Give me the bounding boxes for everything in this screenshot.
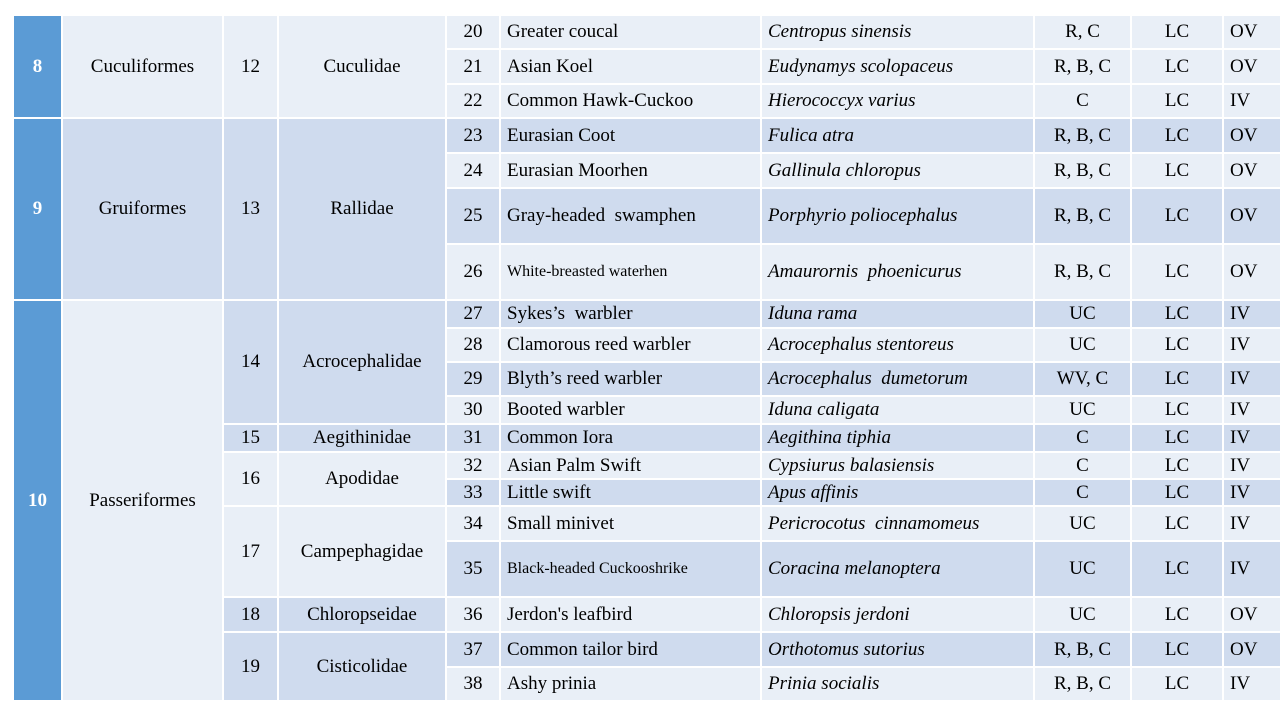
order-number: 9 [13, 118, 62, 300]
species-number: 32 [446, 452, 500, 479]
species-number: 24 [446, 153, 500, 188]
status: C [1034, 452, 1131, 479]
iucn-status: LC [1131, 541, 1223, 597]
status: UC [1034, 328, 1131, 362]
family-name: Cuculidae [278, 15, 446, 118]
family-number: 16 [223, 452, 278, 506]
feeding-guild: OV [1223, 15, 1280, 49]
status: UC [1034, 396, 1131, 424]
common-name: Booted warbler [500, 396, 761, 424]
common-name: Greater coucal [500, 15, 761, 49]
common-name: Little swift [500, 479, 761, 506]
status: UC [1034, 506, 1131, 541]
scientific-name: Cypsiurus balasiensis [761, 452, 1034, 479]
status: R, B, C [1034, 244, 1131, 300]
feeding-guild: IV [1223, 424, 1280, 452]
status: C [1034, 479, 1131, 506]
scientific-name: Orthotomus sutorius [761, 632, 1034, 667]
iucn-status: LC [1131, 328, 1223, 362]
table-row [13, 300, 1280, 328]
species-number: 22 [446, 84, 500, 118]
order-number: 10 [13, 300, 62, 701]
family-name: Aegithinidae [278, 424, 446, 452]
feeding-guild: OV [1223, 244, 1280, 300]
species-number: 29 [446, 362, 500, 396]
family-name: Chloropseidae [278, 597, 446, 632]
scientific-name: Eudynamys scolopaceus [761, 49, 1034, 84]
family-name: Acrocephalidae [278, 300, 446, 424]
common-name: Ashy prinia [500, 667, 761, 701]
iucn-status: LC [1131, 479, 1223, 506]
iucn-status: LC [1131, 667, 1223, 701]
common-name: Blyth’s reed warbler [500, 362, 761, 396]
scientific-name: Coracina melanoptera [761, 541, 1034, 597]
iucn-status: LC [1131, 632, 1223, 667]
iucn-status: LC [1131, 49, 1223, 84]
iucn-status: LC [1131, 244, 1223, 300]
species-number: 38 [446, 667, 500, 701]
iucn-status: LC [1131, 452, 1223, 479]
species-number: 36 [446, 597, 500, 632]
iucn-status: LC [1131, 300, 1223, 328]
feeding-guild: IV [1223, 328, 1280, 362]
feeding-guild: OV [1223, 632, 1280, 667]
feeding-guild: OV [1223, 49, 1280, 84]
family-name: Cisticolidae [278, 632, 446, 701]
scientific-name: Fulica atra [761, 118, 1034, 153]
order-name: Cuculiformes [62, 15, 223, 118]
status: UC [1034, 300, 1131, 328]
iucn-status: LC [1131, 188, 1223, 244]
scientific-name: Acrocephalus dumetorum [761, 362, 1034, 396]
family-number: 12 [223, 15, 278, 118]
order-number: 8 [13, 15, 62, 118]
family-number: 19 [223, 632, 278, 701]
table-row [13, 15, 1280, 49]
iucn-status: LC [1131, 118, 1223, 153]
feeding-guild: OV [1223, 153, 1280, 188]
species-number: 34 [446, 506, 500, 541]
family-number: 17 [223, 506, 278, 597]
common-name: Small minivet [500, 506, 761, 541]
iucn-status: LC [1131, 506, 1223, 541]
common-name: Sykes’s warbler [500, 300, 761, 328]
common-name: Common Iora [500, 424, 761, 452]
family-number: 15 [223, 424, 278, 452]
scientific-name: Iduna caligata [761, 396, 1034, 424]
common-name: Gray-headed swamphen [500, 188, 761, 244]
status: R, B, C [1034, 153, 1131, 188]
scientific-name: Gallinula chloropus [761, 153, 1034, 188]
scientific-name: Chloropsis jerdoni [761, 597, 1034, 632]
species-number: 21 [446, 49, 500, 84]
feeding-guild: IV [1223, 84, 1280, 118]
species-number: 20 [446, 15, 500, 49]
scientific-name: Prinia socialis [761, 667, 1034, 701]
iucn-status: LC [1131, 362, 1223, 396]
scientific-name: Centropus sinensis [761, 15, 1034, 49]
family-name: Rallidae [278, 118, 446, 300]
common-name: White-breasted waterhen [500, 244, 761, 300]
species-number: 37 [446, 632, 500, 667]
common-name: Eurasian Coot [500, 118, 761, 153]
scientific-name: Apus affinis [761, 479, 1034, 506]
species-number: 28 [446, 328, 500, 362]
family-name: Apodidae [278, 452, 446, 506]
common-name: Jerdon's leafbird [500, 597, 761, 632]
species-number: 33 [446, 479, 500, 506]
feeding-guild: IV [1223, 506, 1280, 541]
feeding-guild: IV [1223, 362, 1280, 396]
iucn-status: LC [1131, 597, 1223, 632]
iucn-status: LC [1131, 84, 1223, 118]
scientific-name: Pericrocotus cinnamomeus [761, 506, 1034, 541]
status: C [1034, 84, 1131, 118]
species-number: 27 [446, 300, 500, 328]
feeding-guild: IV [1223, 452, 1280, 479]
family-number: 13 [223, 118, 278, 300]
feeding-guild: OV [1223, 188, 1280, 244]
species-number: 25 [446, 188, 500, 244]
status: UC [1034, 597, 1131, 632]
species-number: 23 [446, 118, 500, 153]
scientific-name: Iduna rama [761, 300, 1034, 328]
bird-checklist-table [12, 14, 1280, 702]
status: R, B, C [1034, 188, 1131, 244]
iucn-status: LC [1131, 424, 1223, 452]
feeding-guild: IV [1223, 300, 1280, 328]
status: UC [1034, 541, 1131, 597]
order-name: Passeriformes [62, 300, 223, 701]
iucn-status: LC [1131, 396, 1223, 424]
feeding-guild: OV [1223, 118, 1280, 153]
scientific-name: Hierococcyx varius [761, 84, 1034, 118]
family-name: Campephagidae [278, 506, 446, 597]
order-name: Gruiformes [62, 118, 223, 300]
status: WV, C [1034, 362, 1131, 396]
scientific-name: Porphyrio poliocephalus [761, 188, 1034, 244]
common-name: Common Hawk-Cuckoo [500, 84, 761, 118]
scientific-name: Acrocephalus stentoreus [761, 328, 1034, 362]
feeding-guild: IV [1223, 541, 1280, 597]
family-number: 18 [223, 597, 278, 632]
status: R, C [1034, 15, 1131, 49]
status: R, B, C [1034, 632, 1131, 667]
status: R, B, C [1034, 49, 1131, 84]
feeding-guild: OV [1223, 597, 1280, 632]
status: R, B, C [1034, 118, 1131, 153]
species-number: 30 [446, 396, 500, 424]
scientific-name: Amaurornis phoenicurus [761, 244, 1034, 300]
species-number: 31 [446, 424, 500, 452]
feeding-guild: IV [1223, 667, 1280, 701]
status: R, B, C [1034, 667, 1131, 701]
species-number: 26 [446, 244, 500, 300]
species-number: 35 [446, 541, 500, 597]
family-number: 14 [223, 300, 278, 424]
common-name: Eurasian Moorhen [500, 153, 761, 188]
common-name: Asian Koel [500, 49, 761, 84]
common-name: Black-headed Cuckooshrike [500, 541, 761, 597]
table-row [13, 118, 1280, 153]
feeding-guild: IV [1223, 479, 1280, 506]
scientific-name: Aegithina tiphia [761, 424, 1034, 452]
status: C [1034, 424, 1131, 452]
iucn-status: LC [1131, 15, 1223, 49]
common-name: Asian Palm Swift [500, 452, 761, 479]
common-name: Clamorous reed warbler [500, 328, 761, 362]
common-name: Common tailor bird [500, 632, 761, 667]
iucn-status: LC [1131, 153, 1223, 188]
feeding-guild: IV [1223, 396, 1280, 424]
